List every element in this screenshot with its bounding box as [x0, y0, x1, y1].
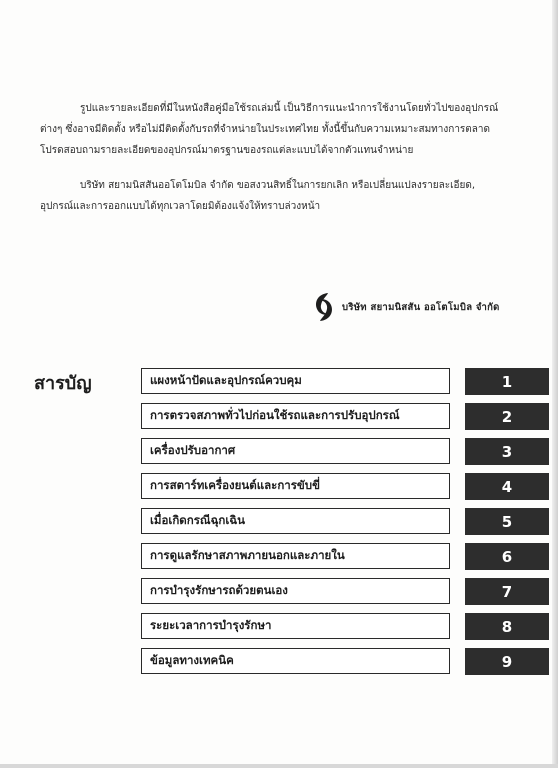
toc-item-label[interactable]: การดูแลรักษาสภาพภายนอกและภายใน: [141, 543, 450, 569]
toc-item-4[interactable]: [141, 473, 549, 501]
company-swirl-logo-icon: [312, 290, 336, 324]
toc-item-2[interactable]: [141, 403, 549, 431]
intro-paragraph-disclaimer: รูปและรายละเอียดที่มีในหนังสือคู่มือใช้รถเล่มนี้ เป็นวิธีการแนะนำการใช้งานโดยทั่วไปของอุปกรณ์ต่างๆ ซึ่งอาจมีติดตั้ง หรือไม่มีติดตั้งกับรถที่จำหน่ายในประเทศไทย ทั้งนี้ขึ้นกับความเหมาะสมทางการตลาด โปรดสอบถามรายละเอียดของอุปกรณ์มาตรฐานของรถแต่ละแบบได้จากตัวแทนจำหน่าย: [40, 103, 499, 156]
toc-item-number-tab[interactable]: 2: [465, 403, 549, 430]
company-logo: [312, 287, 522, 327]
toc-item-3[interactable]: [141, 438, 549, 466]
scan-edge-shadow: [552, 0, 558, 768]
toc-heading: สารบัญ: [34, 373, 92, 394]
toc-item-7[interactable]: [141, 578, 549, 606]
toc-item-number-tab[interactable]: 6: [465, 543, 549, 570]
toc-item-9[interactable]: [141, 648, 549, 676]
table-of-contents: [141, 368, 549, 683]
toc-item-label[interactable]: การสตาร์ทเครื่องยนต์และการขับขี่: [141, 473, 450, 499]
toc-item-label[interactable]: เครื่องปรับอากาศ: [141, 438, 450, 464]
toc-item-label[interactable]: เมื่อเกิดกรณีฉุกเฉิน: [141, 508, 450, 534]
toc-item-number-tab[interactable]: 9: [465, 648, 549, 675]
scan-edge-bottom: [0, 764, 558, 768]
toc-item-number-tab[interactable]: 1: [465, 368, 549, 395]
toc-item-number-tab[interactable]: 7: [465, 578, 549, 605]
intro-paragraph-rights: บริษัท สยามนิสสันออโตโมบิล จำกัด ขอสงวนสิทธิ์ในการยกเลิก หรือเปลี่ยนแปลงรายละเอียด, อุปกรณ์และการออกแบบได้ทุกเวลาโดยมิต้องแจ้งให้ทราบล่วงหน้า: [40, 180, 476, 212]
toc-item-number-tab[interactable]: 8: [465, 613, 549, 640]
toc-item-number-tab[interactable]: 3: [465, 438, 549, 465]
toc-item-label[interactable]: ข้อมูลทางเทคนิค: [141, 648, 450, 674]
intro-text: [40, 98, 510, 231]
toc-item-1[interactable]: [141, 368, 549, 396]
company-name: บริษัท สยามนิสสัน ออโตโมบิล จำกัด: [342, 301, 500, 313]
toc-item-label[interactable]: ระยะเวลาการบำรุงรักษา: [141, 613, 450, 639]
toc-item-6[interactable]: [141, 543, 549, 571]
toc-item-number-tab[interactable]: 5: [465, 508, 549, 535]
toc-item-8[interactable]: [141, 613, 549, 641]
toc-item-label[interactable]: การบำรุงรักษารถด้วยตนเอง: [141, 578, 450, 604]
toc-item-5[interactable]: [141, 508, 549, 536]
toc-item-number-tab[interactable]: 4: [465, 473, 549, 500]
toc-item-label[interactable]: แผงหน้าปัดและอุปกรณ์ควบคุม: [141, 368, 450, 394]
toc-item-label[interactable]: การตรวจสภาพทั่วไปก่อนใช้รถและการปรับอุปกรณ์: [141, 403, 450, 429]
